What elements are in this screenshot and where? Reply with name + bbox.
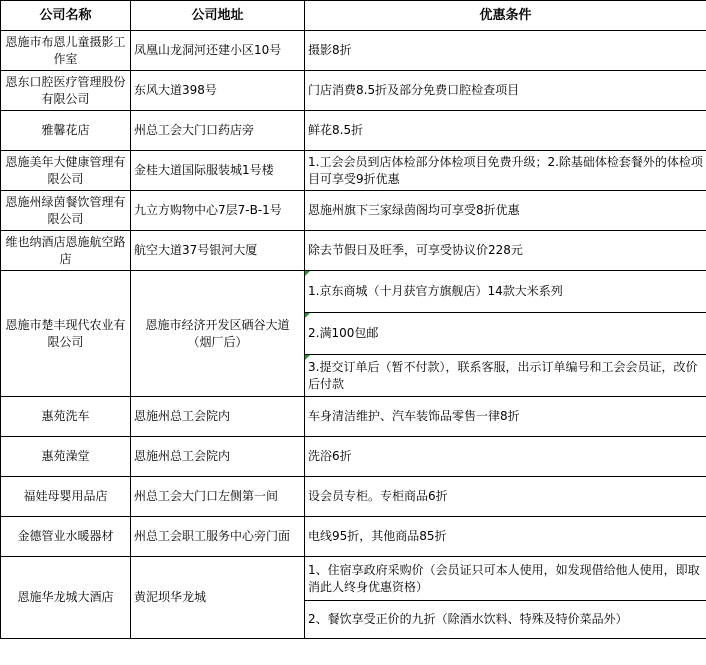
company-name-cell: 维也纳酒店恩施航空路店	[1, 231, 131, 271]
company-name-cell: 恩施市布恩儿童摄影工作室	[1, 31, 131, 71]
company-address-cell: 东风大道398号	[131, 71, 305, 111]
offer-cell: 2、餐饮享受正价的九折（除酒水饮料、特殊及特价菜品外）	[305, 601, 706, 639]
offer-cell: 设会员专柜。专柜商品6折	[305, 477, 706, 517]
company-address-cell: 恩施州总工会院内	[131, 397, 305, 437]
offer-cell: 电线95折，其他商品85折	[305, 517, 706, 557]
company-name-cell: 恩施市楚丰现代农业有限公司	[1, 271, 131, 397]
offer-cell: 1.京东商城（十月获官方旗舰店）14款大米系列	[305, 271, 706, 313]
offer-cell: 摄影8折	[305, 31, 706, 71]
table-row	[1, 517, 706, 557]
company-name-cell: 恩施美年大健康管理有限公司	[1, 151, 131, 191]
company-address-cell: 凤凰山龙洞河还建小区10号	[131, 31, 305, 71]
offer-cell: 恩施州旗下三家绿茵阁均可享受8折优惠	[305, 191, 706, 231]
table-row	[1, 271, 706, 313]
table-row	[1, 71, 706, 111]
table-row	[1, 191, 706, 231]
table-row	[1, 477, 706, 517]
company-name-cell: 恩东口腔医疗管理股份有限公司	[1, 71, 131, 111]
company-address-cell: 九立方购物中心7层7-B-1号	[131, 191, 305, 231]
company-address-cell: 州总工会职工服务中心旁门面	[131, 517, 305, 557]
offer-cell: 除去节假日及旺季，可享受协议价228元	[305, 231, 706, 271]
table-row	[1, 111, 706, 151]
company-name-cell: 恩施州绿茵餐饮管理有限公司	[1, 191, 131, 231]
header-company-address: 公司地址	[131, 1, 305, 31]
company-name-cell: 惠苑洗车	[1, 397, 131, 437]
header-row	[1, 1, 706, 31]
offer-cell: 3.提交订单后（暂不付款），联系客服，出示订单编号和工会会员证，改价后付款	[305, 355, 706, 397]
company-address-cell: 金桂大道国际服装城1号楼	[131, 151, 305, 191]
table-row	[1, 151, 706, 191]
offer-cell: 门店消费8.5折及部分免费口腔检查项目	[305, 71, 706, 111]
company-address-cell: 州总工会大门口左侧第一间	[131, 477, 305, 517]
table-row	[1, 437, 706, 477]
table-row	[1, 397, 706, 437]
company-address-cell: 恩施市经济开发区硒谷大道（烟厂后）	[131, 271, 305, 397]
offer-cell: 鲜花8.5折	[305, 111, 706, 151]
header-offer-terms: 优惠条件	[305, 1, 706, 31]
company-name-cell: 金德管业水暖器材	[1, 517, 131, 557]
company-address-cell: 恩施州总工会院内	[131, 437, 305, 477]
offer-cell: 洗浴6折	[305, 437, 706, 477]
company-address-cell: 航空大道37号银河大厦	[131, 231, 305, 271]
company-name-cell: 雅馨花店	[1, 111, 131, 151]
header-company-name: 公司名称	[1, 1, 131, 31]
table-row	[1, 31, 706, 71]
offer-cell: 车身清洁维护、汽车装饰品零售一律8折	[305, 397, 706, 437]
offer-cell: 1.工会会员到店体检部分体检项目免费升级；2.除基础体检套餐外的体检项目可享受9折优惠	[305, 151, 706, 191]
offer-cell: 1、住宿享政府采购价（会员证只可本人使用，如发现借给他人使用，即取消此人终身优惠资格）	[305, 557, 706, 601]
company-address-cell: 州总工会大门口药店旁	[131, 111, 305, 151]
offer-cell: 2.满100包邮	[305, 313, 706, 355]
company-name-cell: 惠苑澡堂	[1, 437, 131, 477]
company-name-cell: 恩施华龙城大酒店	[1, 557, 131, 639]
table-row	[1, 557, 706, 601]
company-name-cell: 福娃母婴用品店	[1, 477, 131, 517]
company-address-cell: 黄泥坝华龙城	[131, 557, 305, 639]
table-row	[1, 231, 706, 271]
